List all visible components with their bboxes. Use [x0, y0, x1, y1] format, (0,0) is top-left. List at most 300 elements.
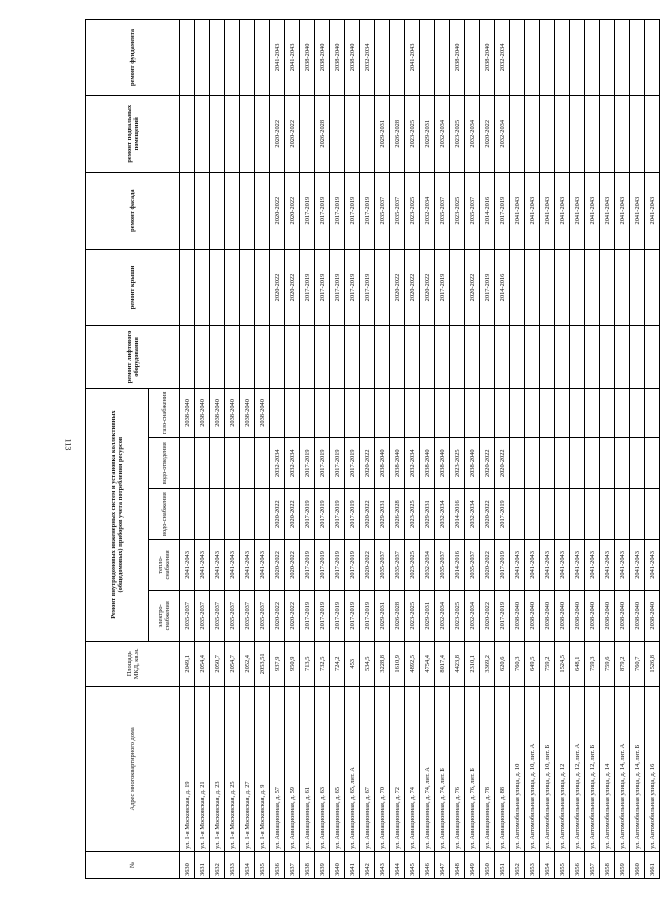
cell-gas — [345, 388, 360, 438]
cell-gas — [435, 388, 450, 438]
cell-num: 3657 — [585, 851, 600, 878]
cell-gas — [270, 388, 285, 438]
cell-basement — [240, 95, 255, 172]
cell-heat: 2014-2016 — [450, 540, 465, 591]
cell-address: ул. Автомобильная улица, д. 12, лит. Б — [585, 686, 600, 851]
table-row — [345, 20, 360, 879]
cell-gas: 2038-2040 — [255, 388, 270, 438]
cell-foundation — [645, 20, 660, 96]
cell-roof: 2020-2022 — [405, 249, 420, 326]
cell-num: 3648 — [450, 851, 465, 878]
cell-electricity: 2038-2040 — [645, 590, 660, 641]
cell-gas — [285, 388, 300, 438]
table-row — [540, 20, 555, 879]
table-body — [180, 20, 660, 879]
cell-water: 2023-2025 — [405, 489, 420, 540]
cell-elevator — [600, 326, 615, 388]
cell-address: ул. Авиационная, д. 59 — [285, 686, 300, 851]
cell-heat: 2020-2022 — [480, 540, 495, 591]
cell-water: 2026-2028 — [390, 489, 405, 540]
cell-heat: 2017-2019 — [315, 540, 330, 591]
table-row — [450, 20, 465, 879]
cell-elevator — [510, 326, 525, 388]
cell-facade: 2017-2019 — [300, 172, 315, 249]
cell-electricity: 2032-2034 — [465, 590, 480, 641]
cell-elevator — [195, 326, 210, 388]
table-row — [585, 20, 600, 879]
cell-basement: 2023-2025 — [450, 95, 465, 172]
cell-electricity: 2023-2025 — [450, 590, 465, 641]
cell-area: 4423,8 — [450, 641, 465, 686]
cell-num: 3642 — [360, 851, 375, 878]
cell-area: 759,6 — [600, 641, 615, 686]
cell-area: 620,6 — [495, 641, 510, 686]
cell-sewer — [525, 438, 540, 489]
cell-gas — [585, 388, 600, 438]
cell-elevator — [525, 326, 540, 388]
cell-roof — [450, 249, 465, 326]
cell-facade: 2041-2043 — [585, 172, 600, 249]
cell-foundation: 2038-2040 — [480, 20, 495, 96]
cell-foundation — [525, 20, 540, 96]
cell-water: 2032-2034 — [465, 489, 480, 540]
table-row — [270, 20, 285, 879]
cell-roof — [240, 249, 255, 326]
table-row — [375, 20, 390, 879]
cell-roof — [210, 249, 225, 326]
cell-address: ул. 1-я Московская, д. 21 — [195, 686, 210, 851]
table-row — [510, 20, 525, 879]
cell-area: 2053,51 — [255, 641, 270, 686]
cell-elevator — [645, 326, 660, 388]
cell-electricity: 2035-2037 — [210, 590, 225, 641]
cell-heat: 2041-2043 — [210, 540, 225, 591]
cell-sewer: 2017-2019 — [345, 438, 360, 489]
cell-sewer: 2032-2034 — [285, 438, 300, 489]
cell-elevator — [210, 326, 225, 388]
cell-water — [240, 489, 255, 540]
cell-basement — [255, 95, 270, 172]
cell-elevator — [405, 326, 420, 388]
cell-foundation — [600, 20, 615, 96]
cell-sewer — [510, 438, 525, 489]
cell-area: 2049,1 — [180, 641, 195, 686]
cell-foundation — [210, 20, 225, 96]
cell-address: ул. Авиационная, д. 88 — [495, 686, 510, 851]
cell-roof: 2017-2019 — [345, 249, 360, 326]
cell-facade: 2023-2025 — [405, 172, 420, 249]
cell-address: ул. 1-я Московская, д. 19 — [180, 686, 195, 851]
cell-foundation — [585, 20, 600, 96]
cell-area: 2050,7 — [210, 641, 225, 686]
cell-num: 3644 — [390, 851, 405, 878]
table-row — [210, 20, 225, 879]
table-row — [615, 20, 630, 879]
cell-address: ул. Автомобильная улица, д. 10, лит. Б — [540, 686, 555, 851]
cell-foundation — [555, 20, 570, 96]
cell-electricity: 2035-2037 — [240, 590, 255, 641]
cell-electricity: 2029-2031 — [375, 590, 390, 641]
cell-area: 732,5 — [315, 641, 330, 686]
cell-water — [525, 489, 540, 540]
cell-foundation: 2041-2043 — [405, 20, 420, 96]
cell-gas — [405, 388, 420, 438]
cell-water: 2020-2022 — [285, 489, 300, 540]
cell-electricity: 2038-2040 — [510, 590, 525, 641]
cell-num: 3641 — [345, 851, 360, 878]
table-row — [360, 20, 375, 879]
cell-basement — [570, 95, 585, 172]
cell-facade: 2041-2043 — [615, 172, 630, 249]
cell-roof — [525, 249, 540, 326]
cell-electricity: 2035-2037 — [180, 590, 195, 641]
cell-address: ул. Авиационная, д. 67 — [360, 686, 375, 851]
cell-gas — [495, 388, 510, 438]
cell-address: ул. Автомобильная улица, д. 16 — [645, 686, 660, 851]
cell-address: ул. Авиационная, д. 72 — [390, 686, 405, 851]
cell-address: ул. 1-я Московская, д. 27 — [240, 686, 255, 851]
cell-electricity: 2038-2040 — [540, 590, 555, 641]
cell-num: 3632 — [210, 851, 225, 878]
cell-electricity: 2017-2019 — [345, 590, 360, 641]
cell-elevator — [450, 326, 465, 388]
cell-water — [615, 489, 630, 540]
cell-roof — [645, 249, 660, 326]
cell-basement — [555, 95, 570, 172]
cell-elevator — [480, 326, 495, 388]
cell-address: ул. Автомобильная улица, д. 10, лит. А — [525, 686, 540, 851]
cell-electricity: 2032-2034 — [435, 590, 450, 641]
table-row — [315, 20, 330, 879]
cell-water — [570, 489, 585, 540]
rotated-page — [85, 19, 656, 879]
header-heat: тепло-снабжения — [149, 540, 180, 591]
cell-sewer — [540, 438, 555, 489]
cell-area: 2052,4 — [240, 641, 255, 686]
cell-facade — [180, 172, 195, 249]
cell-facade: 2023-2025 — [450, 172, 465, 249]
cell-facade — [225, 172, 240, 249]
cell-area: 4892,5 — [405, 641, 420, 686]
cell-water: 2014-2016 — [450, 489, 465, 540]
cell-elevator — [300, 326, 315, 388]
header-num: № — [86, 851, 180, 878]
cell-elevator — [255, 326, 270, 388]
cell-sewer — [585, 438, 600, 489]
cell-foundation — [570, 20, 585, 96]
cell-gas — [630, 388, 645, 438]
cell-electricity: 2017-2019 — [300, 590, 315, 641]
cell-sewer — [600, 438, 615, 489]
cell-facade: 2017-2019 — [345, 172, 360, 249]
cell-heat: 2041-2043 — [240, 540, 255, 591]
cell-elevator — [585, 326, 600, 388]
cell-sewer — [195, 438, 210, 489]
cell-address: ул. Автомобильная улица, д. 12, лит. А — [570, 686, 585, 851]
cell-elevator — [495, 326, 510, 388]
cell-foundation — [195, 20, 210, 96]
cell-water — [645, 489, 660, 540]
cell-num: 3655 — [555, 851, 570, 878]
cell-basement — [330, 95, 345, 172]
table-row — [330, 20, 345, 879]
cell-foundation: 2038-2040 — [300, 20, 315, 96]
cell-facade: 2035-2037 — [465, 172, 480, 249]
cell-electricity: 2029-2031 — [420, 590, 435, 641]
cell-gas — [570, 388, 585, 438]
cell-basement: 2020-2022 — [285, 95, 300, 172]
cell-address: ул. 1-я Московская, д. 25 — [225, 686, 240, 851]
cell-address: ул. Авиационная, д. 74, лит. А — [420, 686, 435, 851]
cell-heat: 2020-2022 — [270, 540, 285, 591]
cell-water: 2020-2022 — [480, 489, 495, 540]
cell-sewer: 2017-2019 — [315, 438, 330, 489]
cell-water — [195, 489, 210, 540]
cell-num: 3633 — [225, 851, 240, 878]
cell-elevator — [225, 326, 240, 388]
cell-num: 3649 — [465, 851, 480, 878]
cell-basement — [630, 95, 645, 172]
cell-roof: 2017-2019 — [480, 249, 495, 326]
table-row — [180, 20, 195, 879]
cell-facade: 2017-2019 — [330, 172, 345, 249]
cell-num: 3658 — [600, 851, 615, 878]
cell-water: 2032-2034 — [435, 489, 450, 540]
cell-water: 2020-2022 — [270, 489, 285, 540]
cell-water: 2017-2019 — [315, 489, 330, 540]
cell-address: ул. 1-я Московская, д. 9 — [255, 686, 270, 851]
cell-heat: 2041-2043 — [540, 540, 555, 591]
cell-area: 534,5 — [360, 641, 375, 686]
cell-elevator — [615, 326, 630, 388]
cell-water: 2017-2019 — [495, 489, 510, 540]
table-row — [525, 20, 540, 879]
cell-address: ул. Авиационная, д. 76, лит. Б — [465, 686, 480, 851]
cell-roof — [540, 249, 555, 326]
header-facade: ремонт фасада — [86, 172, 180, 249]
cell-facade: 2041-2043 — [540, 172, 555, 249]
cell-basement: 2032-2034 — [495, 95, 510, 172]
cell-area: 1610,9 — [390, 641, 405, 686]
cell-heat: 2041-2043 — [585, 540, 600, 591]
cell-num: 3635 — [255, 851, 270, 878]
cell-roof — [375, 249, 390, 326]
cell-facade: 2020-2022 — [270, 172, 285, 249]
cell-roof: 2020-2022 — [270, 249, 285, 326]
cell-gas — [465, 388, 480, 438]
cell-sewer: 2038-2040 — [420, 438, 435, 489]
cell-heat: 2041-2043 — [555, 540, 570, 591]
cell-elevator — [180, 326, 195, 388]
cell-foundation: 2032-2034 — [495, 20, 510, 96]
cell-foundation — [615, 20, 630, 96]
header-water: водо-снабжения — [149, 489, 180, 540]
cell-facade — [255, 172, 270, 249]
cell-address: ул. Авиационная, д. 74, лит. Б — [435, 686, 450, 851]
cell-basement — [510, 95, 525, 172]
repair-schedule-table — [85, 19, 660, 879]
cell-heat: 2041-2043 — [525, 540, 540, 591]
cell-address: ул. Авиационная, д. 70 — [375, 686, 390, 851]
cell-foundation — [465, 20, 480, 96]
cell-area: 648,1 — [570, 641, 585, 686]
table-row — [225, 20, 240, 879]
cell-elevator — [330, 326, 345, 388]
cell-gas — [615, 388, 630, 438]
cell-water — [225, 489, 240, 540]
cell-foundation — [375, 20, 390, 96]
header-address: Адрес многоквартирного дома — [86, 686, 180, 851]
cell-facade: 2020-2022 — [285, 172, 300, 249]
cell-electricity: 2038-2040 — [555, 590, 570, 641]
cell-num: 3651 — [495, 851, 510, 878]
cell-roof: 2020-2022 — [420, 249, 435, 326]
cell-facade: 2035-2037 — [435, 172, 450, 249]
cell-gas — [360, 388, 375, 438]
cell-area: 760,3 — [510, 641, 525, 686]
cell-water — [510, 489, 525, 540]
cell-basement — [210, 95, 225, 172]
cell-electricity: 2017-2019 — [330, 590, 345, 641]
cell-water: 2029-2031 — [420, 489, 435, 540]
cell-basement: 2020-2022 — [480, 95, 495, 172]
cell-sewer: 2020-2022 — [360, 438, 375, 489]
cell-water — [540, 489, 555, 540]
cell-address: ул. Авиационная, д. 63 — [315, 686, 330, 851]
cell-facade: 2041-2043 — [570, 172, 585, 249]
cell-electricity: 2038-2040 — [615, 590, 630, 641]
cell-elevator — [630, 326, 645, 388]
cell-num: 3638 — [300, 851, 315, 878]
cell-basement: 2023-2025 — [405, 95, 420, 172]
cell-roof — [585, 249, 600, 326]
cell-water — [180, 489, 195, 540]
cell-facade: 2035-2037 — [390, 172, 405, 249]
cell-electricity: 2035-2037 — [255, 590, 270, 641]
cell-facade: 2017-2019 — [495, 172, 510, 249]
cell-sewer — [570, 438, 585, 489]
cell-foundation — [510, 20, 525, 96]
cell-area: 2054,4 — [195, 641, 210, 686]
cell-num: 3652 — [510, 851, 525, 878]
cell-basement — [525, 95, 540, 172]
cell-area: 649,5 — [525, 641, 540, 686]
cell-foundation: 2041-2043 — [285, 20, 300, 96]
cell-elevator — [390, 326, 405, 388]
header-sewer: водо-отведения — [149, 438, 180, 489]
cell-heat: 2035-2037 — [390, 540, 405, 591]
cell-num: 3646 — [420, 851, 435, 878]
cell-electricity: 2017-2019 — [315, 590, 330, 641]
cell-sewer: 2038-2040 — [435, 438, 450, 489]
cell-basement — [195, 95, 210, 172]
cell-heat: 2020-2022 — [360, 540, 375, 591]
cell-area: 760,7 — [630, 641, 645, 686]
cell-area: 1526,8 — [645, 641, 660, 686]
cell-elevator — [270, 326, 285, 388]
cell-foundation — [255, 20, 270, 96]
cell-foundation — [180, 20, 195, 96]
cell-basement — [225, 95, 240, 172]
cell-roof: 2017-2019 — [300, 249, 315, 326]
cell-facade: 2041-2043 — [510, 172, 525, 249]
cell-heat: 2041-2043 — [510, 540, 525, 591]
cell-roof — [555, 249, 570, 326]
cell-area: 713,5 — [300, 641, 315, 686]
cell-electricity: 2026-2028 — [390, 590, 405, 641]
cell-address: ул. Авиационная, д. 78 — [480, 686, 495, 851]
cell-elevator — [240, 326, 255, 388]
cell-facade: 2041-2043 — [645, 172, 660, 249]
cell-sewer: 2032-2034 — [270, 438, 285, 489]
cell-heat: 2041-2043 — [225, 540, 240, 591]
cell-basement: 2029-2031 — [375, 95, 390, 172]
table-row — [435, 20, 450, 879]
cell-roof: 2017-2019 — [315, 249, 330, 326]
cell-facade: 2014-2016 — [480, 172, 495, 249]
cell-water: 2017-2019 — [330, 489, 345, 540]
cell-gas: 2038-2040 — [195, 388, 210, 438]
cell-area: 759,3 — [585, 641, 600, 686]
cell-electricity: 2038-2040 — [630, 590, 645, 641]
table-row — [570, 20, 585, 879]
table-row — [405, 20, 420, 879]
cell-gas — [300, 388, 315, 438]
cell-facade: 2017-2019 — [315, 172, 330, 249]
cell-heat: 2041-2043 — [180, 540, 195, 591]
cell-num: 3656 — [570, 851, 585, 878]
table-row — [480, 20, 495, 879]
cell-sewer — [645, 438, 660, 489]
cell-area: 879,2 — [615, 641, 630, 686]
cell-num: 3660 — [630, 851, 645, 878]
cell-facade: 2017-2019 — [360, 172, 375, 249]
cell-basement — [615, 95, 630, 172]
cell-area: 453 — [345, 641, 360, 686]
cell-address: ул. Авиационная, д. 65, лит. А — [345, 686, 360, 851]
cell-heat: 2041-2043 — [255, 540, 270, 591]
cell-sewer — [210, 438, 225, 489]
cell-area: 3369,2 — [480, 641, 495, 686]
cell-basement: 2032-2034 — [435, 95, 450, 172]
cell-basement — [585, 95, 600, 172]
cell-sewer: 2020-2022 — [480, 438, 495, 489]
cell-basement — [180, 95, 195, 172]
cell-num: 3659 — [615, 851, 630, 878]
cell-heat: 2041-2043 — [195, 540, 210, 591]
cell-sewer: 2032-2034 — [405, 438, 420, 489]
cell-water — [630, 489, 645, 540]
cell-area: 759,2 — [540, 641, 555, 686]
cell-sewer — [240, 438, 255, 489]
table-row — [300, 20, 315, 879]
cell-sewer — [255, 438, 270, 489]
cell-elevator — [375, 326, 390, 388]
cell-electricity: 2017-2019 — [360, 590, 375, 641]
page-number: 113 — [63, 438, 73, 451]
cell-foundation: 2032-2034 — [360, 20, 375, 96]
header-basement: ремонт подвальных помещений — [86, 95, 180, 172]
cell-roof: 2020-2022 — [465, 249, 480, 326]
table-row — [255, 20, 270, 879]
cell-num: 3647 — [435, 851, 450, 878]
cell-electricity: 2020-2022 — [285, 590, 300, 641]
cell-electricity: 2038-2040 — [570, 590, 585, 641]
cell-heat: 2017-2019 — [300, 540, 315, 591]
cell-roof — [255, 249, 270, 326]
cell-roof: 2020-2022 — [285, 249, 300, 326]
cell-water: 2020-2022 — [360, 489, 375, 540]
